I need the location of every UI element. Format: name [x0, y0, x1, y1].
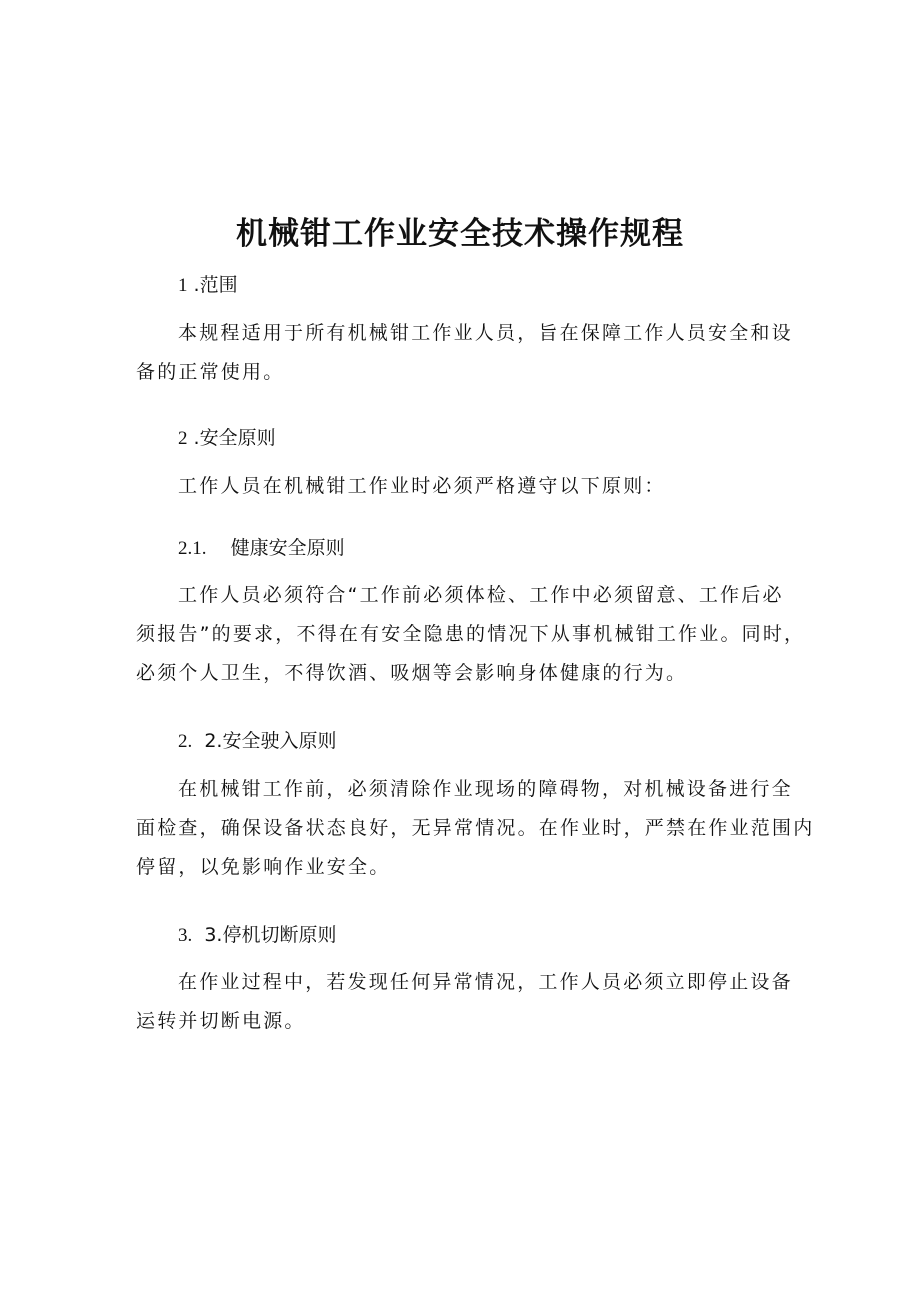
document-title: 机械钳工作业安全技术操作规程: [236, 216, 684, 252]
paragraph-line: 工作人员在机械钳工作业时必须严格遵守以下原则：: [178, 475, 666, 497]
section-paragraph-1: [136, 314, 793, 392]
section-number: 2: [178, 428, 188, 449]
section-heading-1: [178, 270, 238, 297]
paragraph-line: 在机械钳工作前，必须清除作业现场的障碍物，对机械设备进行全: [178, 778, 793, 800]
paragraph-line: 工作人员必须符合“工作前必须体检、工作中必须留意、工作后必: [178, 584, 784, 606]
paragraph-line: 面检查，确保设备状态良好，无异常情况。在作业时，严禁在作业范围内: [136, 817, 815, 839]
section-heading-2-1: [178, 533, 345, 560]
section-paragraph-2-2: [136, 770, 815, 887]
section-paragraph-2: [136, 467, 772, 506]
section-heading-text: 3.停机切断原则: [192, 924, 337, 946]
paragraph-line: 停留，以免影响作业安全。: [136, 856, 391, 878]
section-number: 2.: [178, 731, 193, 752]
paragraph-line: 须报告”的要求，不得在有安全隐患的情况下从事机械钳工作业。同时，: [136, 623, 806, 645]
paragraph-line: 在作业过程中，若发现任何异常情况，工作人员必须立即停止设备: [178, 971, 793, 993]
section-paragraph-3: [136, 963, 793, 1041]
section-number: 2.1.: [178, 538, 207, 559]
section-heading-text: .范围: [187, 274, 238, 296]
section-heading-2: [178, 423, 276, 450]
section-heading-text: .安全原则: [187, 427, 276, 449]
section-heading-2-2: [178, 726, 336, 753]
paragraph-line: 备的正常使用。: [136, 361, 285, 383]
paragraph-line: 运转并切断电源。: [136, 1010, 306, 1032]
section-number: 1: [178, 275, 188, 296]
section-heading-3: [178, 920, 336, 947]
section-paragraph-2-1: [136, 576, 806, 693]
section-heading-text: 2.安全驶入原则: [192, 730, 337, 752]
section-heading-text: 健康安全原则: [206, 537, 345, 559]
paragraph-line: 必须个人卫生，不得饮酒、吸烟等会影响身体健康的行为。: [136, 662, 688, 684]
section-number: 3.: [178, 925, 193, 946]
paragraph-line: 本规程适用于所有机械钳工作业人员，旨在保障工作人员安全和设: [178, 322, 793, 344]
